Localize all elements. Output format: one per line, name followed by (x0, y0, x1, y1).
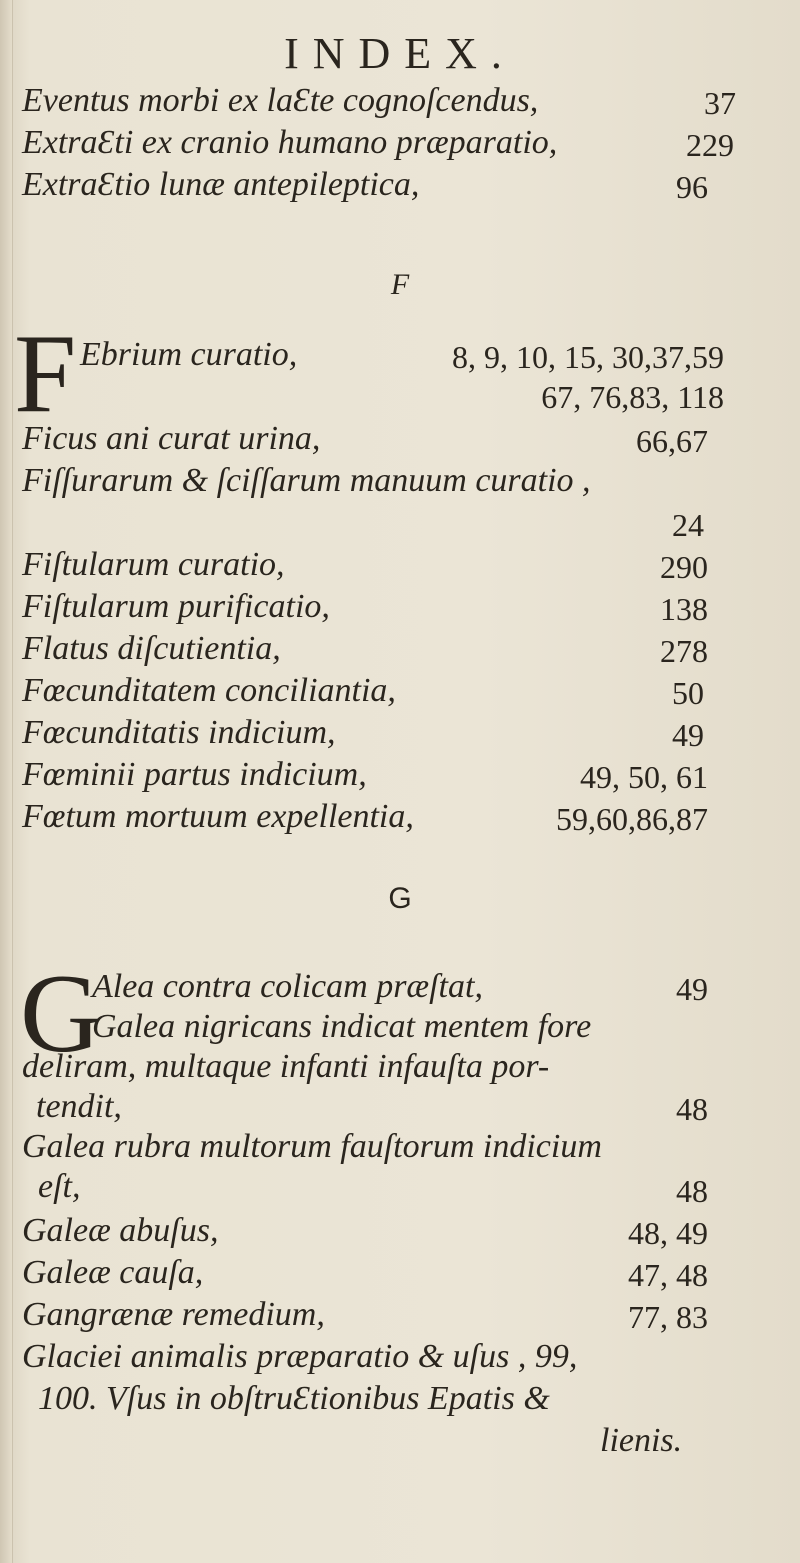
index-entry: Fœminii partus indicium, (22, 756, 367, 793)
index-entry: Galeæ cauſa, (22, 1254, 204, 1291)
index-entry: Glaciei animalis præparatio & uſus , 99, (22, 1338, 578, 1375)
index-entry-continuation: eſt, (38, 1168, 81, 1205)
page-ref: 278 (660, 633, 708, 669)
index-entry: Eventus morbi ex laƐte cognoſcendus, (22, 82, 539, 119)
page-ref: 67, 76,83, 118 (541, 379, 724, 415)
index-entry-continuation: 100. Vſus in obſtruƐtionibus Epatis & (38, 1380, 550, 1417)
page-ref: 138 (660, 591, 708, 627)
index-entry-continuation: deliram, multaque infanti infauſta por- (22, 1048, 550, 1085)
section-letter-f: F (390, 268, 410, 301)
index-entry: Fœtum mortuum expellentia, (22, 798, 414, 835)
page-ref: 24 (672, 507, 704, 543)
page-header: INDEX. (284, 29, 516, 78)
index-entry: Fiſtularum curatio, (22, 546, 285, 583)
index-entry: Alea contra colicam præſtat, (92, 968, 483, 1005)
index-entry: Ebrium curatio, (80, 336, 298, 373)
page-ref: 49 (672, 717, 704, 753)
page-ref: 8, 9, 10, 15, 30,37,59 (452, 339, 724, 375)
page-ref: 48 (676, 1091, 708, 1127)
index-entry: Gangrænæ remedium, (22, 1296, 325, 1333)
index-entry: Fœcunditatis indicium, (22, 714, 336, 751)
page-ref: 77, 83 (628, 1299, 708, 1335)
index-entry-continuation: tendit, (36, 1088, 122, 1125)
page-ref: 290 (660, 549, 708, 585)
page-ref: 50 (672, 675, 704, 711)
page-ref: 59,60,86,87 (556, 801, 708, 837)
index-entry: Fiſtularum purificatio, (22, 588, 330, 625)
drop-cap-f: F (14, 312, 77, 436)
index-entry: Ficus ani curat urina, (22, 420, 321, 457)
page-ref: 49, 50, 61 (580, 759, 708, 795)
drop-cap-g: G (20, 952, 101, 1076)
page-ref: 229 (686, 127, 734, 163)
index-entry: Flatus diſcutientia, (22, 630, 281, 667)
index-entry: Galea rubra multorum fauſtorum indicium (22, 1128, 602, 1165)
page-ref: 48 (676, 1173, 708, 1209)
index-entry: ExtraƐti ex cranio humano præparatio, (22, 124, 558, 161)
page-ref: 47, 48 (628, 1257, 708, 1293)
page-edge (0, 0, 13, 1563)
index-entry: Galea nigricans indicat mentem fore (92, 1008, 592, 1045)
index-entry: Galeæ abuſus, (22, 1212, 219, 1249)
index-entry: Fœcunditatem conciliantia, (22, 672, 396, 709)
page-ref: 66,67 (636, 423, 708, 459)
page-ref: 96 (676, 169, 708, 205)
page-ref: 37 (704, 85, 736, 121)
section-letter-g: G (388, 882, 412, 915)
index-entry: Fiſſurarum & ſciſſarum manuum curatio , (22, 462, 591, 499)
index-entry-continuation: lienis. (600, 1422, 683, 1459)
page-ref: 49 (676, 971, 708, 1007)
page-ref: 48, 49 (628, 1215, 708, 1251)
index-entry: ExtraƐtio lunæ antepileptica, (22, 166, 420, 203)
